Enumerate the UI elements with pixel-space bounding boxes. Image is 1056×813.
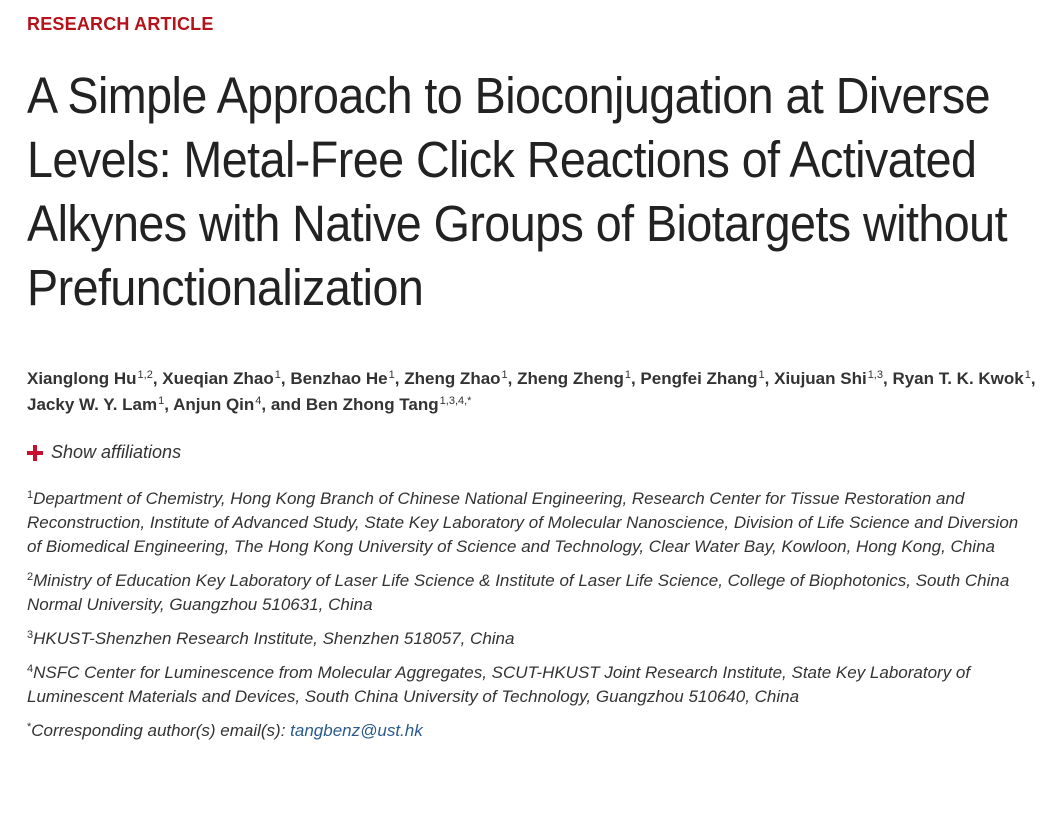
author-separator: , [280,369,291,388]
plus-icon [27,445,43,461]
affiliation-text: Department of Chemistry, Hong Kong Branch of Chinese National Engineering, Research Center for Tissue Restoration and Reconstruction, Institute of Advanced Study, State Key Laboratory of Molecular Nanoscience, Division of Life Science and Diversion of Biomedical Engineering, The Hong Kong University of Science and Technology, Clear Water Bay, Kowloon, Hong Kong, China [27,489,1019,556]
author-affiliation-marker: 1 [501,369,508,381]
author-name[interactable]: Benzhao He [290,369,388,388]
author-affiliation-marker: 4 [255,395,262,407]
author-list [27,366,1037,418]
author-name[interactable]: Zheng Zhao [404,369,501,388]
author-affiliation-marker: 1,3,4,* [439,395,472,407]
affiliation-list [27,487,1037,743]
article-title: A Simple Approach to Bioconjugation at Diverse Levels: Metal-Free Click Reactions of Activated Alkynes with Native Groups of Biotargets without Prefunctionalization [27,67,1008,316]
author-name[interactable]: Ryan T. K. Kwok [892,369,1024,388]
author-affiliation-marker: 1,3 [867,369,883,381]
author-separator: , [394,369,405,388]
author-name[interactable]: Anjun Qin [173,395,255,414]
affiliation-item [27,661,1037,709]
author-separator: , [152,369,163,388]
affiliation-marker: 4 [27,663,34,675]
article-type-label: RESEARCH ARTICLE [27,14,214,34]
corresponding-label: Corresponding author(s) email(s): [31,721,291,740]
affiliation-marker: 2 [27,571,34,583]
show-affiliations-toggle[interactable] [27,442,181,463]
author-separator: , [507,369,518,388]
author-affiliation-marker: 1 [1024,369,1031,381]
corresponding-author [27,719,1037,743]
corresponding-marker: * [27,721,32,733]
affiliation-marker: 3 [27,629,34,641]
author-separator: , [882,369,893,388]
author-name[interactable]: Xueqian Zhao [162,369,274,388]
author-name[interactable]: Xianglong Hu [27,369,137,388]
affiliation-marker: 1 [27,489,34,501]
author-separator: , and [261,395,306,414]
author-name[interactable]: Pengfei Zhang [640,369,758,388]
affiliation-text: NSFC Center for Luminescence from Molecular Aggregates, SCUT-HKUST Joint Research Institute, State Key Laboratory of Luminescent Materials and Devices, South China University of Technology, Guangzhou 510640, China [27,663,971,706]
author-affiliation-marker: 1 [388,369,395,381]
affiliation-item [27,627,1037,651]
affiliation-item [27,487,1037,559]
author-affiliation-marker: 1 [158,395,165,407]
author-affiliation-marker: 1 [274,369,281,381]
author-separator: , [164,395,174,414]
author-affiliation-marker: 1 [624,369,631,381]
author-affiliation-marker: 1 [758,369,765,381]
author-name[interactable]: Jacky W. Y. Lam [27,395,158,414]
affiliation-text: Ministry of Education Key Laboratory of Laser Life Science & Institute of Laser Life Science, College of Biophotonics, South China Normal University, Guangzhou 510631, China [27,571,1010,614]
affiliation-item [27,569,1037,617]
author-separator: , [1030,369,1036,388]
show-affiliations-label: Show affiliations [51,442,182,462]
author-separator: , [764,369,775,388]
author-name[interactable]: Xiujuan Shi [774,369,867,388]
author-affiliation-marker: 1,2 [137,369,153,381]
author-name[interactable]: Zheng Zheng [517,369,624,388]
author-name[interactable]: Ben Zhong Tang [305,395,439,414]
corresponding-email-link[interactable]: tangbenz@ust.hk [290,721,423,740]
author-separator: , [630,369,641,388]
affiliation-text: HKUST-Shenzhen Research Institute, Shenzhen 518057, China [33,629,515,648]
